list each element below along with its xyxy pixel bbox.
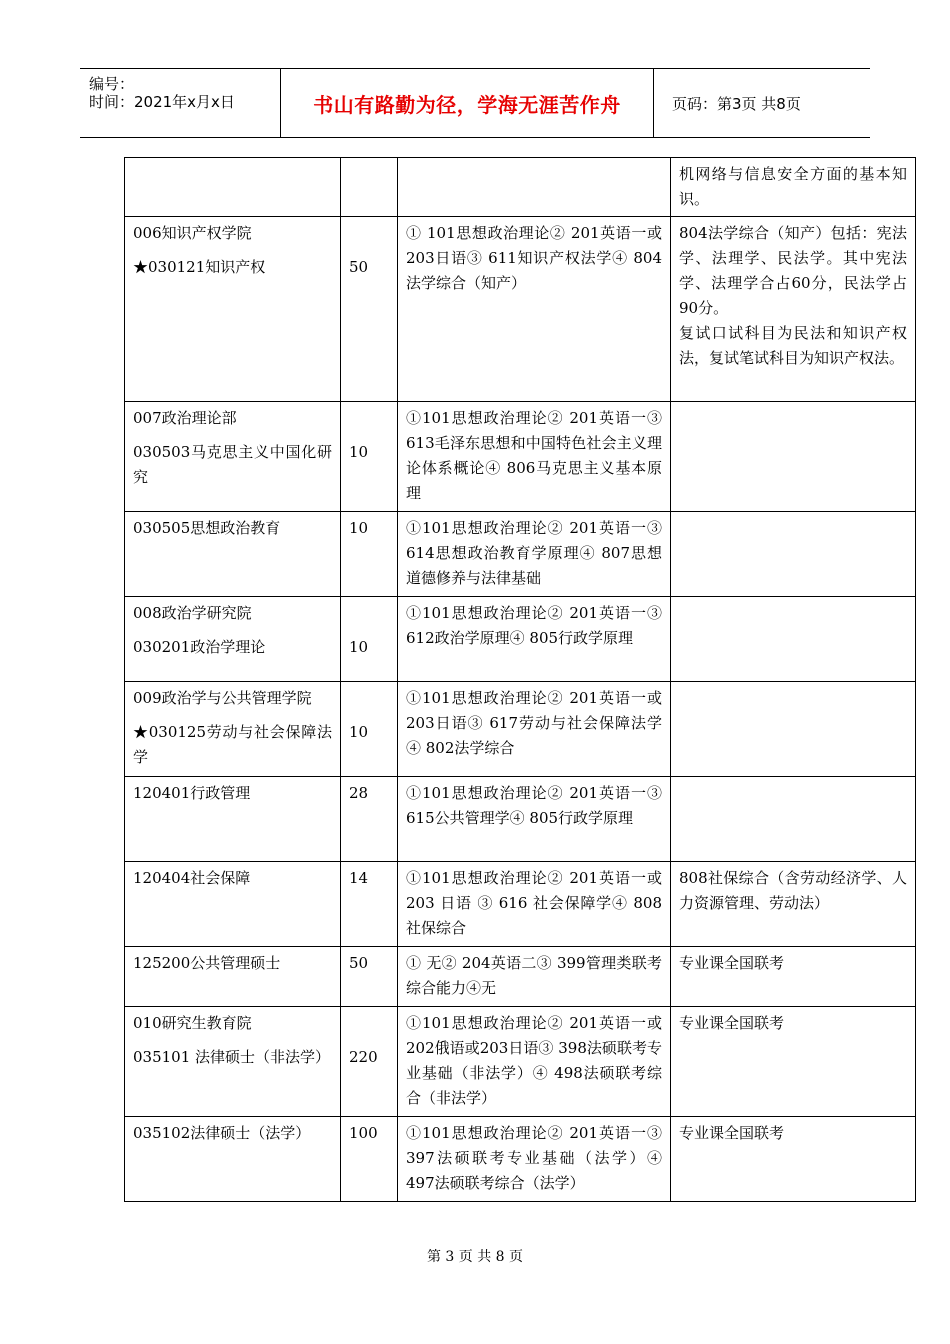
page-number-label [662, 69, 870, 137]
exam-subjects-cell [398, 158, 671, 217]
exam-subjects-cell: ①101思想政治理论② 201英语一或202俄语或203日语③ 398法硕联考专业基础（非法学）④ 498法硕联考综合（非法学） [398, 1007, 671, 1117]
department-name: 009政治学与公共管理学院 [133, 689, 312, 707]
major-name: 030503马克思主义中国化研究 [133, 443, 332, 486]
department-name: 010研究生教育院 [133, 1014, 252, 1032]
quota-value: 50 [349, 258, 369, 276]
enrollment-table [124, 157, 916, 1202]
program-cell: 120401行政管理 [125, 777, 341, 862]
note-cell: 专业课全国联考 [671, 1117, 916, 1202]
table-row [125, 682, 916, 777]
table-row [125, 597, 916, 682]
motto-text: 书山有路勤为径，学海无涯苦作舟 [313, 92, 621, 117]
table-row [125, 402, 916, 512]
note-cell [671, 597, 916, 682]
note-cell [671, 682, 916, 777]
quota-cell [341, 1007, 398, 1117]
header-motto-cell [281, 69, 654, 137]
program-cell [125, 217, 341, 402]
exam-subjects-cell: ①101思想政治理论② 201英语一③ 613毛泽东思想和中国特色社会主义理论体系概论④ 806马克思主义基本原理 [398, 402, 671, 512]
program-cell [125, 158, 341, 217]
program-cell [125, 597, 341, 682]
program-cell: 035102法律硕士（法学） [125, 1117, 341, 1202]
table-row [125, 158, 916, 217]
department-name: 007政治理论部 [133, 409, 237, 427]
quota-cell [341, 217, 398, 402]
exam-subjects-cell: ① 无② 204英语二③ 399管理类联考综合能力④无 [398, 947, 671, 1007]
date-label: 时间：2021年x月x日 [89, 93, 235, 111]
program-cell [125, 402, 341, 512]
program-cell [125, 1007, 341, 1117]
page-footer: 第 3 页 共 8 页 [426, 1249, 524, 1265]
table-row [125, 947, 916, 1007]
table-row [125, 1007, 916, 1117]
exam-subjects-cell: ①101思想政治理论② 201英语一或203日语③ 617劳动与社会保障法学④ 802法学综合 [398, 682, 671, 777]
table-row [125, 1117, 916, 1202]
quota-cell [341, 597, 398, 682]
program-cell: 030505思想政治教育 [125, 512, 341, 597]
page-header [80, 68, 870, 138]
page-label: 页码：第3页 共8页 [672, 94, 801, 113]
quota-value: 10 [349, 638, 369, 656]
quota-cell: 100 [341, 1117, 398, 1202]
exam-subjects-cell: ①101思想政治理论② 201英语一或 203 日语 ③ 616 社会保障学④ 808社保综合 [398, 862, 671, 947]
exam-subjects-cell: ①101思想政治理论② 201英语一③ 614思想政治教育学原理④ 807思想道德修养与法律基础 [398, 512, 671, 597]
quota-cell: 10 [341, 512, 398, 597]
note-cell: 专业课全国联考 [671, 1007, 916, 1117]
program-cell [125, 682, 341, 777]
quota-value: 10 [349, 723, 369, 741]
table-row [125, 512, 916, 597]
note-cell [671, 217, 916, 402]
exam-subjects-cell: ① 101思想政治理论② 201英语一或203日语③ 611知识产权法学④ 804法学综合（知产） [398, 217, 671, 402]
quota-value: 220 [349, 1048, 378, 1066]
quota-cell [341, 158, 398, 217]
note-cell [671, 402, 916, 512]
major-name: 030201政治学理论 [133, 638, 266, 656]
quota-cell: 28 [341, 777, 398, 862]
code-label: 编号： [89, 75, 135, 93]
quota-cell: 14 [341, 862, 398, 947]
note-text: 复试口试科目为民法和知识产权法，复试笔试科目为知识产权法。 [679, 324, 907, 367]
note-cell [671, 512, 916, 597]
note-text: 804法学综合（知产）包括：宪法学、法理学、民法学。其中宪法学、法理学合占60分，民法学占90分。 [679, 224, 907, 317]
major-name: 035101 法律硕士（非法学） [133, 1048, 331, 1066]
major-name: ★030125劳动与社会保障法学 [133, 723, 332, 766]
note-cell: 808社保综合（含劳动经济学、人力资源管理、劳动法） [671, 862, 916, 947]
quota-cell: 50 [341, 947, 398, 1007]
table-row [125, 217, 916, 402]
header-meta [80, 69, 281, 137]
exam-subjects-cell: ①101思想政治理论② 201英语一③ 612政治学原理④ 805行政学原理 [398, 597, 671, 682]
table-row [125, 862, 916, 947]
quota-cell [341, 682, 398, 777]
department-name: 008政治学研究院 [133, 604, 252, 622]
note-cell [671, 777, 916, 862]
quota-cell [341, 402, 398, 512]
note-cell: 机网络与信息安全方面的基本知识。 [671, 158, 916, 217]
major-name: ★030121知识产权 [133, 258, 266, 276]
quota-value: 10 [349, 443, 369, 461]
table-row [125, 777, 916, 862]
program-cell: 125200公共管理硕士 [125, 947, 341, 1007]
program-cell: 120404社会保障 [125, 862, 341, 947]
department-name: 006知识产权学院 [133, 224, 252, 242]
note-cell: 专业课全国联考 [671, 947, 916, 1007]
exam-subjects-cell: ①101思想政治理论② 201英语一③ 397法硕联考专业基础（法学）④ 497法硕联考综合（法学） [398, 1117, 671, 1202]
exam-subjects-cell: ①101思想政治理论② 201英语一③ 615公共管理学④ 805行政学原理 [398, 777, 671, 862]
